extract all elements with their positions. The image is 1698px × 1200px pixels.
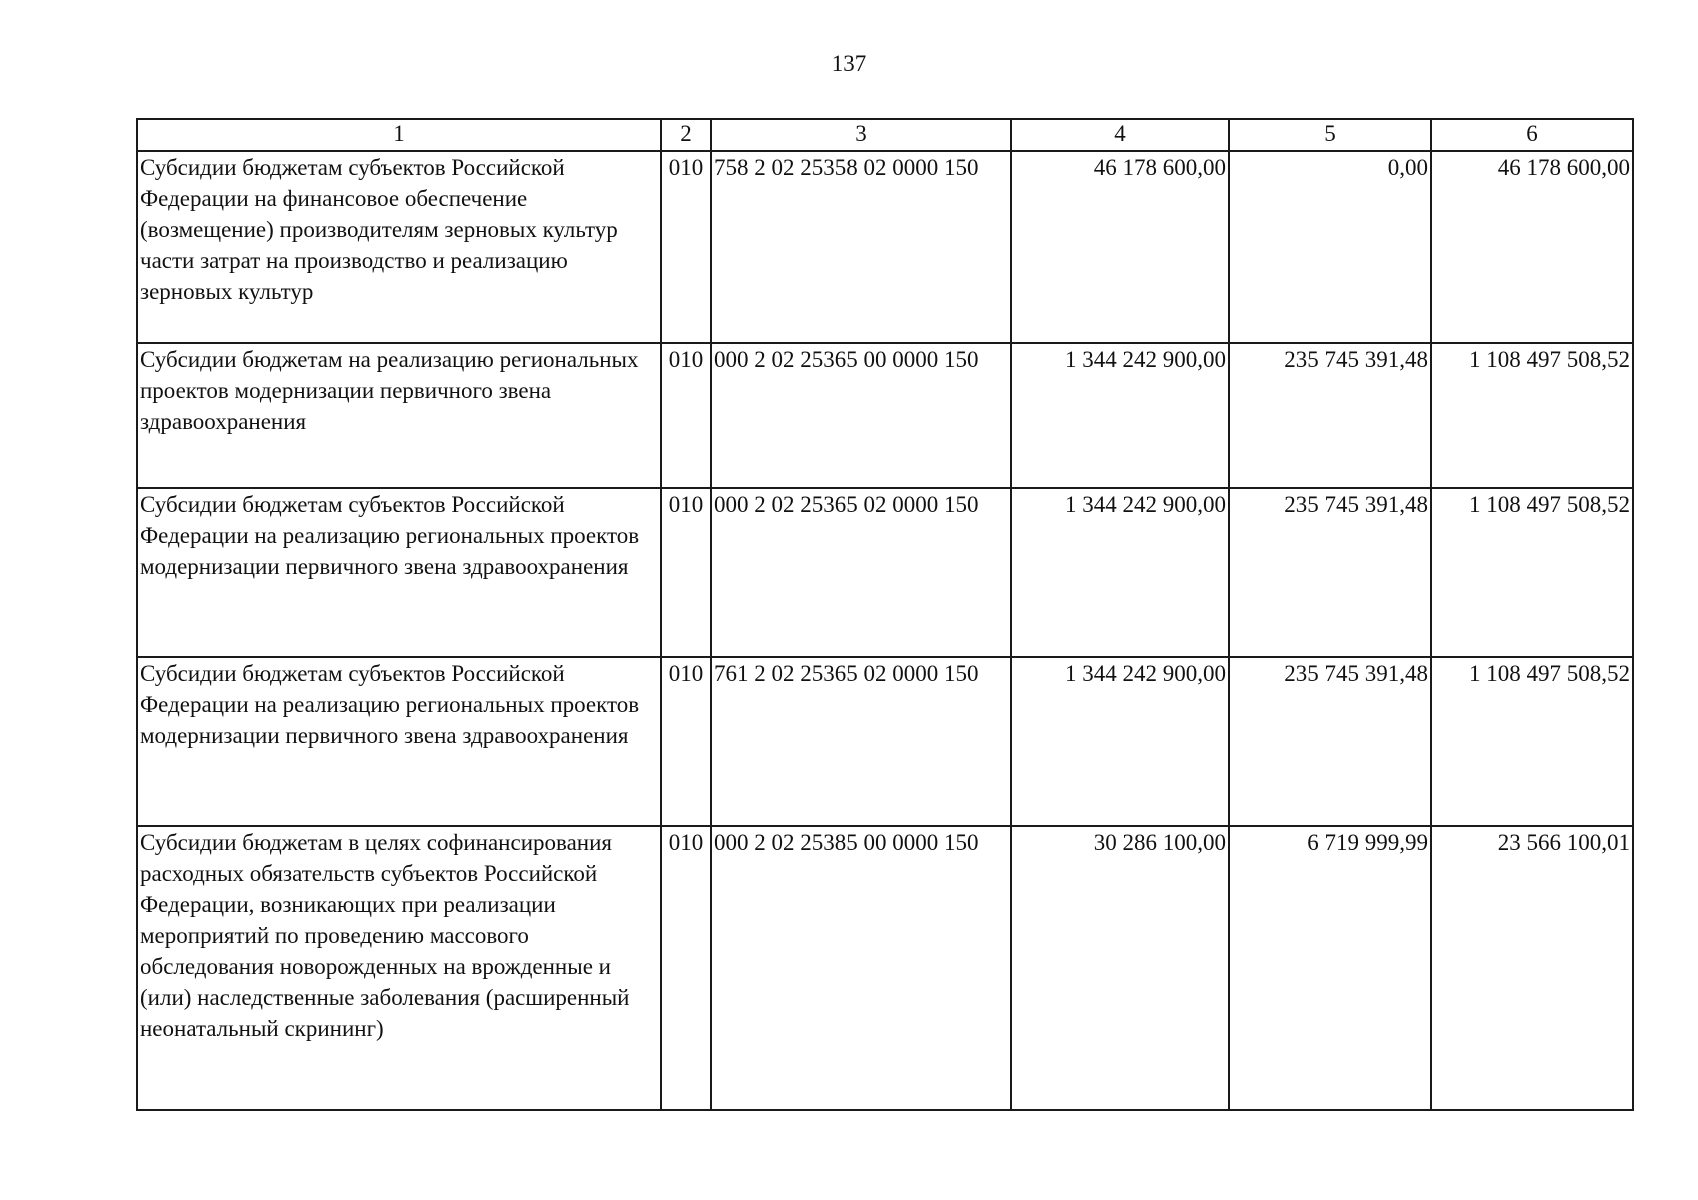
row-approved: 1 344 242 900,00 bbox=[1011, 343, 1229, 488]
row-approved: 46 178 600,00 bbox=[1011, 151, 1229, 343]
row-line-code: 010 bbox=[661, 343, 711, 488]
row-approved: 30 286 100,00 bbox=[1011, 826, 1229, 1110]
row-remaining: 46 178 600,00 bbox=[1431, 151, 1633, 343]
row-line-code: 010 bbox=[661, 151, 711, 343]
row-executed: 235 745 391,48 bbox=[1229, 657, 1431, 826]
column-header-6: 6 bbox=[1431, 119, 1633, 151]
column-number-row bbox=[137, 119, 1633, 151]
table-row bbox=[137, 488, 1633, 657]
table-row bbox=[137, 826, 1633, 1110]
row-line-code: 010 bbox=[661, 488, 711, 657]
row-income-code: 000 2 02 25385 00 0000 150 bbox=[711, 826, 1011, 1110]
row-remaining: 23 566 100,01 bbox=[1431, 826, 1633, 1110]
row-remaining: 1 108 497 508,52 bbox=[1431, 343, 1633, 488]
row-executed: 235 745 391,48 bbox=[1229, 488, 1431, 657]
table-row bbox=[137, 657, 1633, 826]
row-line-code: 010 bbox=[661, 826, 711, 1110]
row-income-code: 761 2 02 25365 02 0000 150 bbox=[711, 657, 1011, 826]
row-income-code: 000 2 02 25365 02 0000 150 bbox=[711, 488, 1011, 657]
table-row bbox=[137, 151, 1633, 343]
row-name: Субсидии бюджетам в целях софинансирования расходных обязательств субъектов Российской Федерации, возникающих при реализации мероприятий по проведению массового обследования новорожденных на врожденные и (или) наследственные заболевания (расширенный неонатальный скрининг) bbox=[137, 826, 661, 1110]
column-header-2: 2 bbox=[661, 119, 711, 151]
page-number: 137 bbox=[831, 51, 867, 76]
row-remaining: 1 108 497 508,52 bbox=[1431, 488, 1633, 657]
row-executed: 0,00 bbox=[1229, 151, 1431, 343]
row-name: Субсидии бюджетам субъектов Российской Федерации на финансовое обеспечение (возмещение) производителям зерновых культур части затрат на производство и реализацию зерновых культур bbox=[137, 151, 661, 343]
table-row bbox=[137, 343, 1633, 488]
row-income-code: 000 2 02 25365 00 0000 150 bbox=[711, 343, 1011, 488]
column-header-1: 1 bbox=[137, 119, 661, 151]
row-approved: 1 344 242 900,00 bbox=[1011, 488, 1229, 657]
row-line-code: 010 bbox=[661, 657, 711, 826]
row-income-code: 758 2 02 25358 02 0000 150 bbox=[711, 151, 1011, 343]
budget-execution-table bbox=[136, 118, 1634, 1111]
row-name: Субсидии бюджетам субъектов Российской Федерации на реализацию региональных проектов модернизации первичного звена здравоохранения bbox=[137, 657, 661, 826]
row-name: Субсидии бюджетам субъектов Российской Федерации на реализацию региональных проектов модернизации первичного звена здравоохранения bbox=[137, 488, 661, 657]
row-executed: 235 745 391,48 bbox=[1229, 343, 1431, 488]
row-executed: 6 719 999,99 bbox=[1229, 826, 1431, 1110]
row-name: Субсидии бюджетам на реализацию региональных проектов модернизации первичного звена здравоохранения bbox=[137, 343, 661, 488]
column-header-3: 3 bbox=[711, 119, 1011, 151]
column-header-4: 4 bbox=[1011, 119, 1229, 151]
row-remaining: 1 108 497 508,52 bbox=[1431, 657, 1633, 826]
column-header-5: 5 bbox=[1229, 119, 1431, 151]
row-approved: 1 344 242 900,00 bbox=[1011, 657, 1229, 826]
